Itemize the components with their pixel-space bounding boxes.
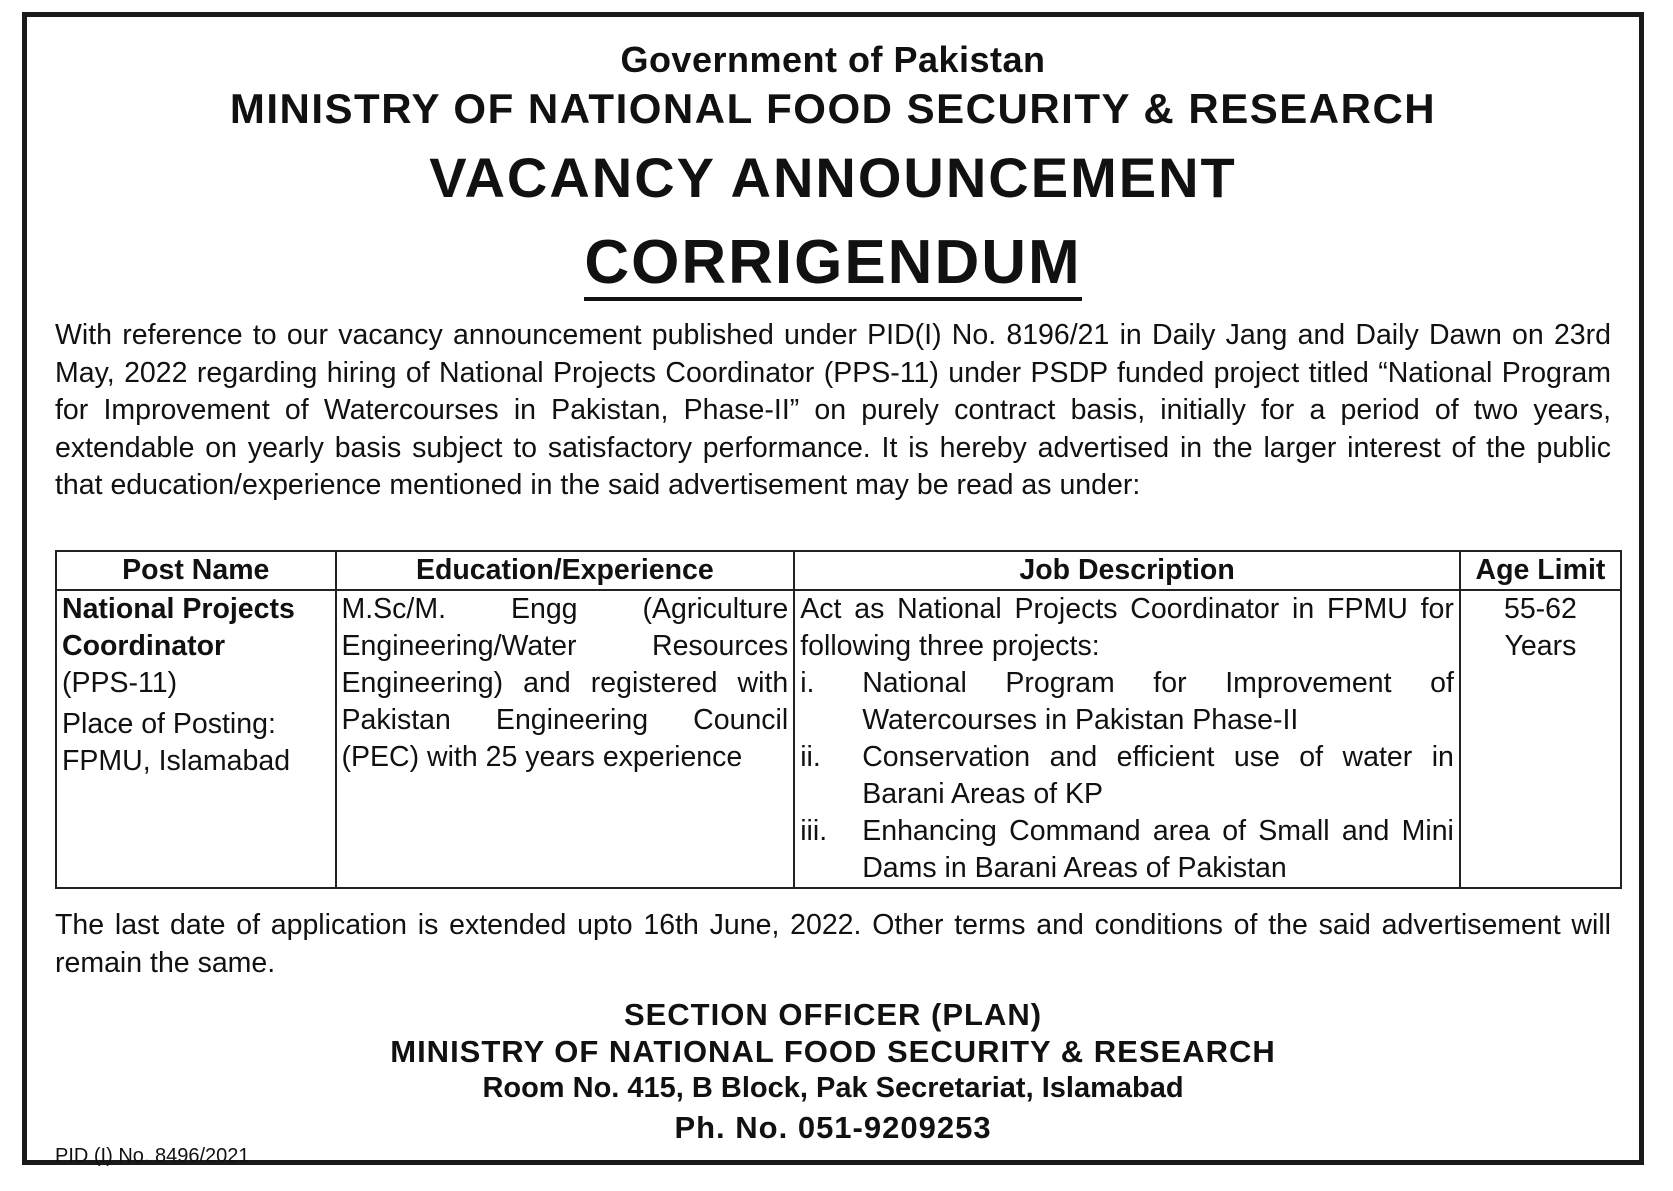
- list-item: [800, 739, 1454, 813]
- list-item: [800, 665, 1454, 739]
- table-row: [56, 590, 1621, 888]
- corrigendum-title: [55, 227, 1611, 298]
- signature-ministry: MINISTRY OF NATIONAL FOOD SECURITY & RESEARCH: [390, 1034, 1276, 1069]
- age-unit: Years: [1504, 630, 1577, 662]
- post-grade: (PPS-11): [62, 667, 178, 699]
- education-cell: M.Sc/M. Engg (Agriculture Engineering/Water Resources Engineering) and registered with Pakistan Engineering Council (PEC) with 25 years experience: [336, 590, 795, 888]
- announcement-title: VACANCY ANNOUNCEMENT: [429, 146, 1237, 209]
- project-number: iii.: [800, 815, 828, 847]
- header-post-name: Post Name: [56, 551, 336, 590]
- list-item: [800, 813, 1454, 887]
- intro-paragraph: With reference to our vacancy announcement published under PID(I) No. 8196/21 in Daily Jang and Daily Dawn on 23rd May, 2022 regarding hiring of National Projects Coordinator (PPS-11) under PSDP funded project titled “National Program for Improvement of Watercourses in Pakistan, Phase-II” on purely contract basis, initially for a period of two years, extendable on yearly basis subject to satisfactory performance. It is hereby advertised in the larger interest of the public that education/experience mentioned in the said advertisement may be read as under:: [55, 319, 1611, 501]
- ministry-heading: MINISTRY OF NATIONAL FOOD SECURITY & RESEARCH: [229, 85, 1437, 132]
- project-text: Enhancing Command area of Small and Mini Dams in Barani Areas of Pakistan: [862, 815, 1454, 884]
- project-number: i.: [800, 667, 815, 699]
- job-intro: Act as National Projects Coordinator in FPMU for following three projects:: [800, 593, 1454, 662]
- header-age-limit: Age Limit: [1460, 551, 1621, 590]
- header-education: Education/Experience: [336, 551, 795, 590]
- table-header-row: [56, 551, 1621, 590]
- advertisement-frame: [22, 12, 1644, 1165]
- project-list: [800, 665, 1454, 887]
- project-text: National Program for Improvement of Watercourses in Pakistan Phase-II: [862, 667, 1454, 736]
- project-text: Conservation and efficient use of water in Barani Areas of KP: [862, 741, 1454, 810]
- job-description-cell: [794, 590, 1460, 888]
- header-job-description: Job Description: [794, 551, 1460, 590]
- posting-location: FPMU, Islamabad: [62, 745, 291, 777]
- posting-label: Place of Posting:: [62, 708, 276, 740]
- pid-number: PID (I) No. 8496/2021: [55, 1145, 250, 1167]
- post-cell: [56, 590, 336, 888]
- vacancy-table: [55, 550, 1622, 889]
- corrigendum-text: CORRIGENDUM: [584, 228, 1081, 301]
- age-range: 55-62: [1503, 593, 1577, 625]
- advertisement-content: [55, 17, 1611, 1167]
- signature-officer: SECTION OFFICER (PLAN): [623, 997, 1043, 1032]
- age-cell: [1460, 590, 1621, 888]
- closing-paragraph: The last date of application is extended upto 16th June, 2022. Other terms and conditions of the said advertisement will remain the same.: [55, 909, 1611, 979]
- post-title: National Projects Coordinator: [62, 593, 295, 662]
- project-number: ii.: [800, 741, 821, 773]
- signature-address: Room No. 415, B Block, Pak Secretariat, Islamabad: [482, 1072, 1184, 1104]
- government-heading: Government of Pakistan: [620, 39, 1046, 80]
- signature-phone: Ph. No. 051-9209253: [674, 1110, 992, 1145]
